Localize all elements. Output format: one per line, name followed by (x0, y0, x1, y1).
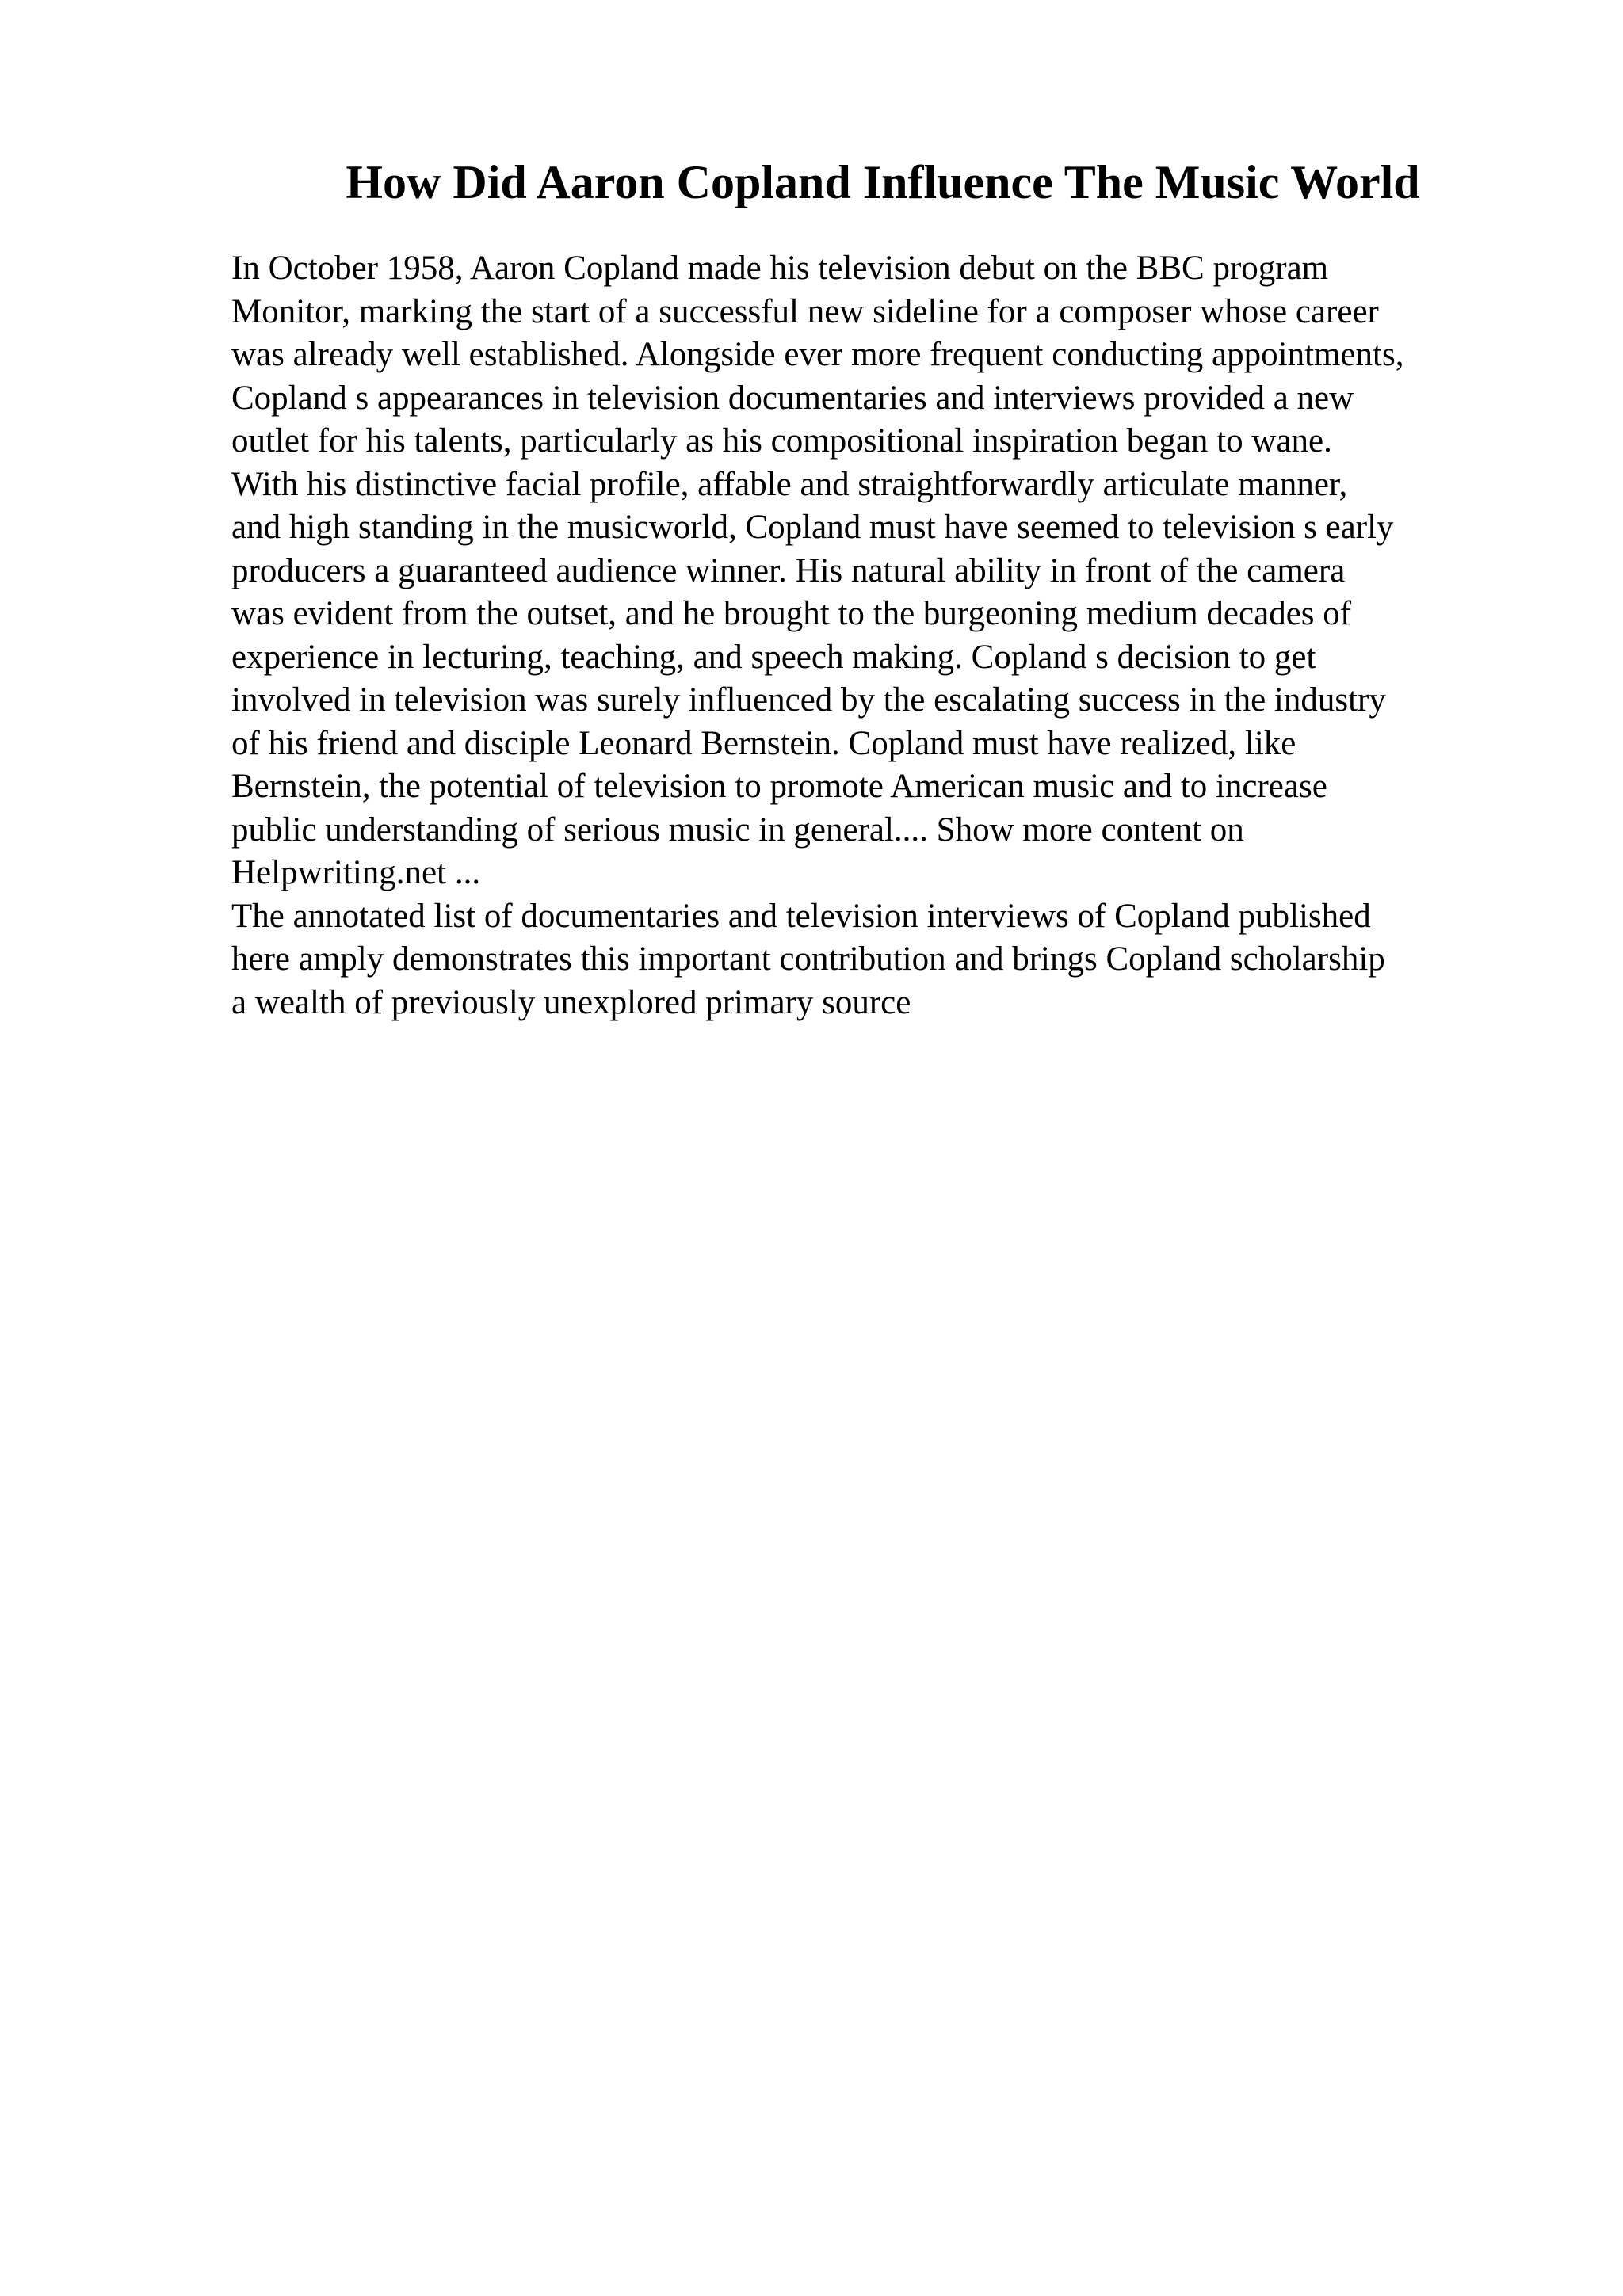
text-line: Helpwriting.net ... (231, 854, 481, 891)
text-line: Copland s appearances in television documentaries and interviews provided a new (231, 379, 1354, 417)
text-line: of his friend and disciple Leonard Bernstein. Copland must have realized, like (231, 724, 1296, 762)
document-title: How Did Aaron Copland Influence The Music World (346, 156, 1420, 208)
text-line: With his distinctive facial profile, affable and straightforwardly articulate manner, (231, 465, 1348, 503)
text-line: here amply demonstrates this important contribution and brings Copland scholarship (231, 940, 1385, 978)
document-body (231, 247, 1531, 1024)
text-line: producers a guaranteed audience winner. His natural ability in front of the camera (231, 551, 1346, 589)
text-line: outlet for his talents, particularly as his compositional inspiration began to wane. (231, 422, 1332, 460)
text-line: involved in television was surely influenced by the escalating success in the industry (231, 681, 1386, 719)
text-line: was already well established. Alongside ever more frequent conducting appointments, (231, 336, 1404, 373)
text-line: public understanding of serious music in general.... Show more content on (231, 810, 1244, 849)
text-line: In October 1958, Aaron Copland made his television debut on the BBC program (231, 250, 1329, 287)
text-line: a wealth of previously unexplored primary source (231, 983, 911, 1021)
text-line: and high standing in the musicworld, Copland must have seemed to television s early (231, 509, 1394, 546)
text-line: Bernstein, the potential of television to promote American music and to increase (231, 768, 1327, 805)
text-line: experience in lecturing, teaching, and speech making. Copland s decision to get (231, 638, 1316, 676)
text-line: The annotated list of documentaries and television interviews of Copland published (231, 897, 1371, 935)
text-line: Monitor, marking the start of a successful new sideline for a composer whose career (231, 292, 1379, 330)
text-line: was evident from the outset, and he brought to the burgeoning medium decades of (231, 595, 1352, 632)
